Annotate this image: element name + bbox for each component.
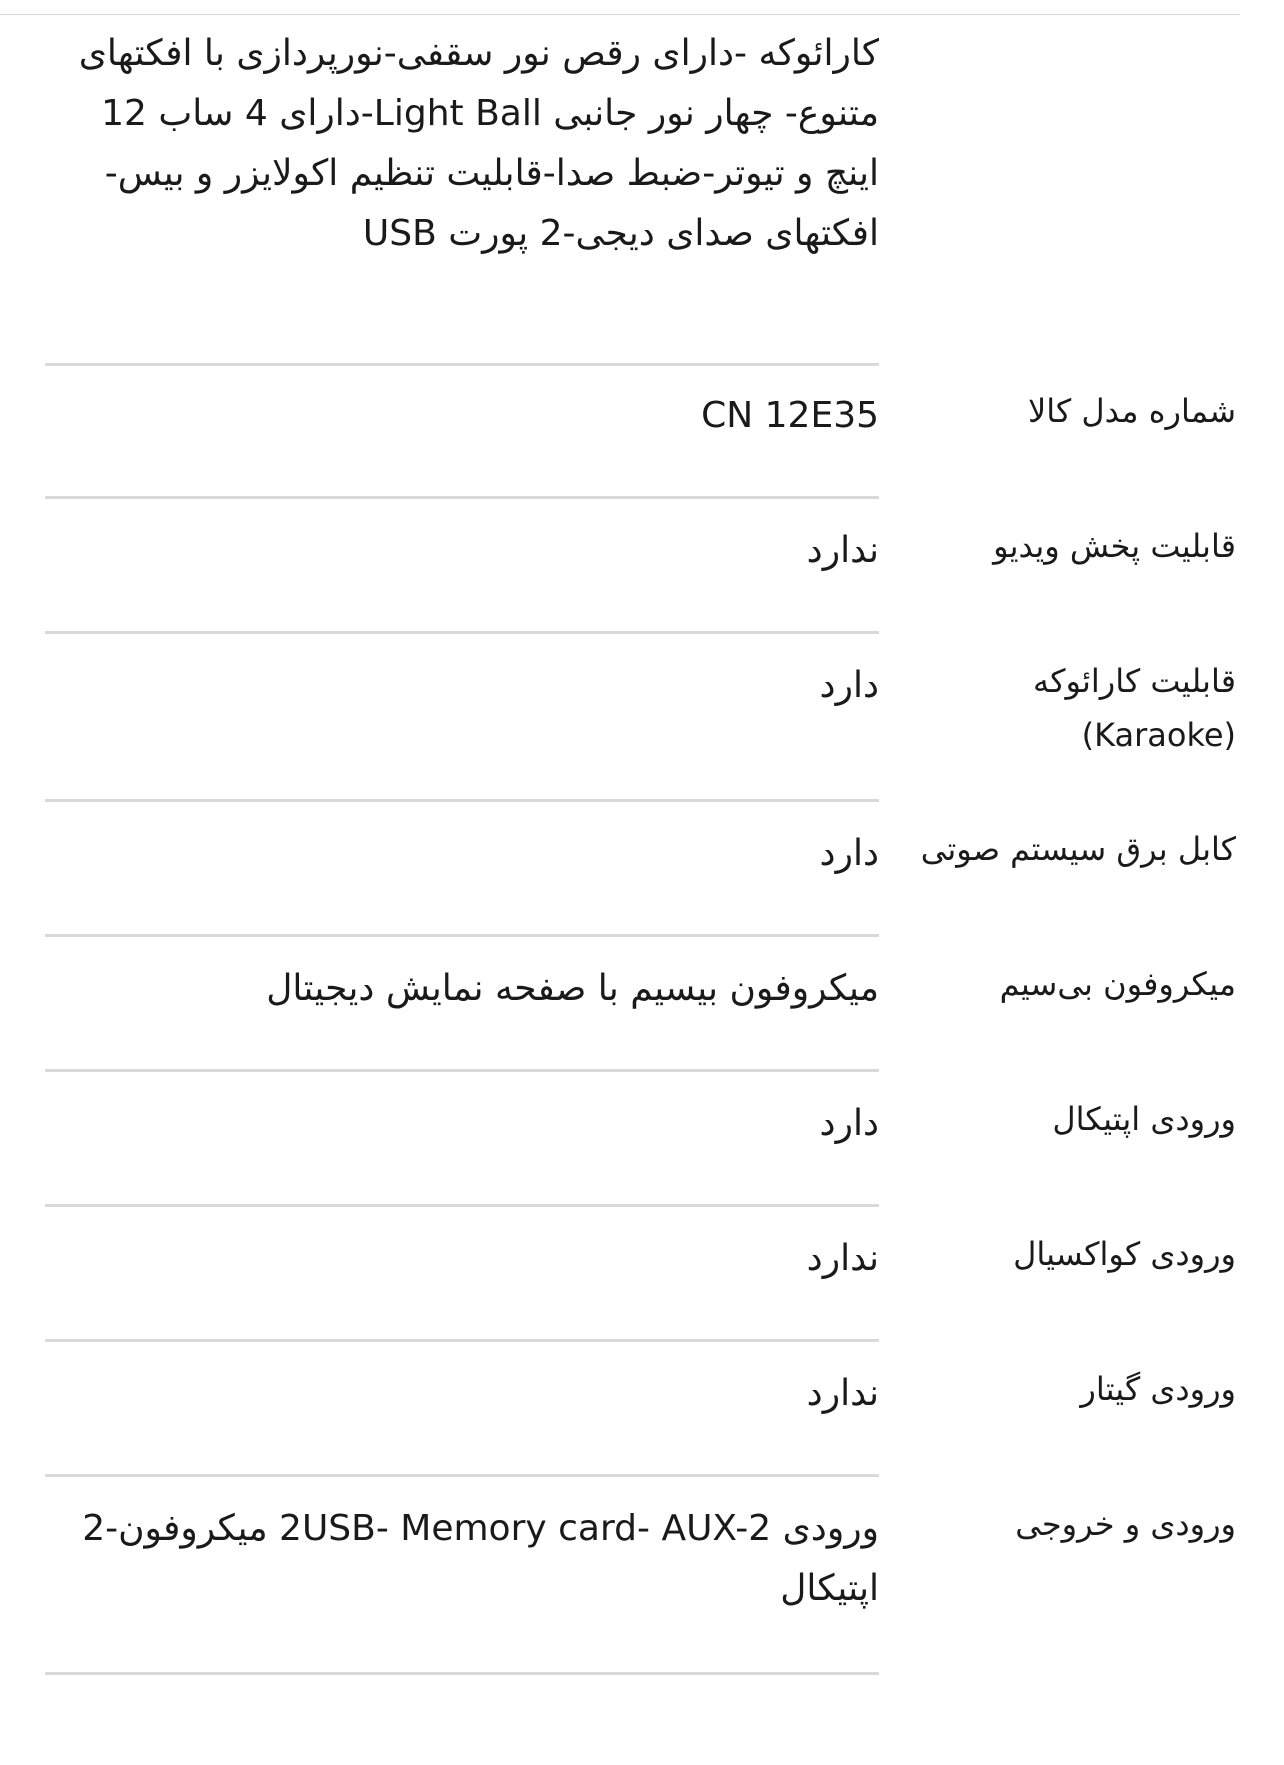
spec-label: ورودی و خروجی: [1015, 1505, 1236, 1543]
spec-label: میکروفون بی‌سیم: [999, 965, 1236, 1003]
spec-row-model-number: [0, 364, 1284, 499]
spec-label: شماره مدل کالا: [1027, 392, 1236, 430]
spec-row-karaoke: [0, 634, 1284, 802]
spec-label: کابل برق سیستم صوتی: [920, 830, 1236, 868]
spec-label: قابلیت پخش ویدیو: [993, 527, 1236, 565]
row-divider: [45, 1672, 879, 1675]
spec-value: دارد: [819, 833, 879, 874]
spec-value: دارد: [819, 1103, 879, 1144]
spec-label: ورودی اپتیکال: [1052, 1100, 1236, 1138]
spec-row-power-cable: [0, 802, 1284, 937]
spec-row-coaxial-input: [0, 1207, 1284, 1342]
top-divider: [0, 14, 1240, 15]
spec-label: ورودی گیتار: [1080, 1370, 1236, 1408]
spec-row-video-playback: [0, 499, 1284, 634]
spec-value: ورودی 2USB- Memory card- AUX-2 میکروفون-2 اپتیکال: [82, 1508, 879, 1609]
spec-value: CN 12E35: [701, 395, 879, 436]
spec-value: میکروفون بیسیم با صفحه نمایش دیجیتال: [266, 968, 879, 1009]
spec-value: ندارد: [806, 530, 879, 571]
spec-row-optical-input: [0, 1072, 1284, 1207]
spec-value: کارائوکه -دارای رقص نور سقفی-نورپردازی با افکتهای متنوع- چهار نور جانبی Light Ball-دارای 4 ساب 12 اینچ و تیوتر-ضبط صدا-قابلیت تنظیم اکولایزر و بیس-افکتهای صدای دیجی-2 پورت USB: [78, 33, 879, 254]
spec-row-input-output: [0, 1477, 1284, 1677]
spec-label: قابلیت کارائوکه (Karaoke): [1033, 662, 1236, 754]
spec-value: دارد: [819, 665, 879, 706]
spec-row-wireless-microphone: [0, 937, 1284, 1072]
specifications-list: [0, 24, 1284, 1677]
spec-row-guitar-input: [0, 1342, 1284, 1477]
spec-label: ورودی کواکسیال: [1013, 1235, 1236, 1273]
spec-row-features: [0, 24, 1284, 364]
spec-value: ندارد: [806, 1373, 879, 1414]
spec-value: ندارد: [806, 1238, 879, 1279]
